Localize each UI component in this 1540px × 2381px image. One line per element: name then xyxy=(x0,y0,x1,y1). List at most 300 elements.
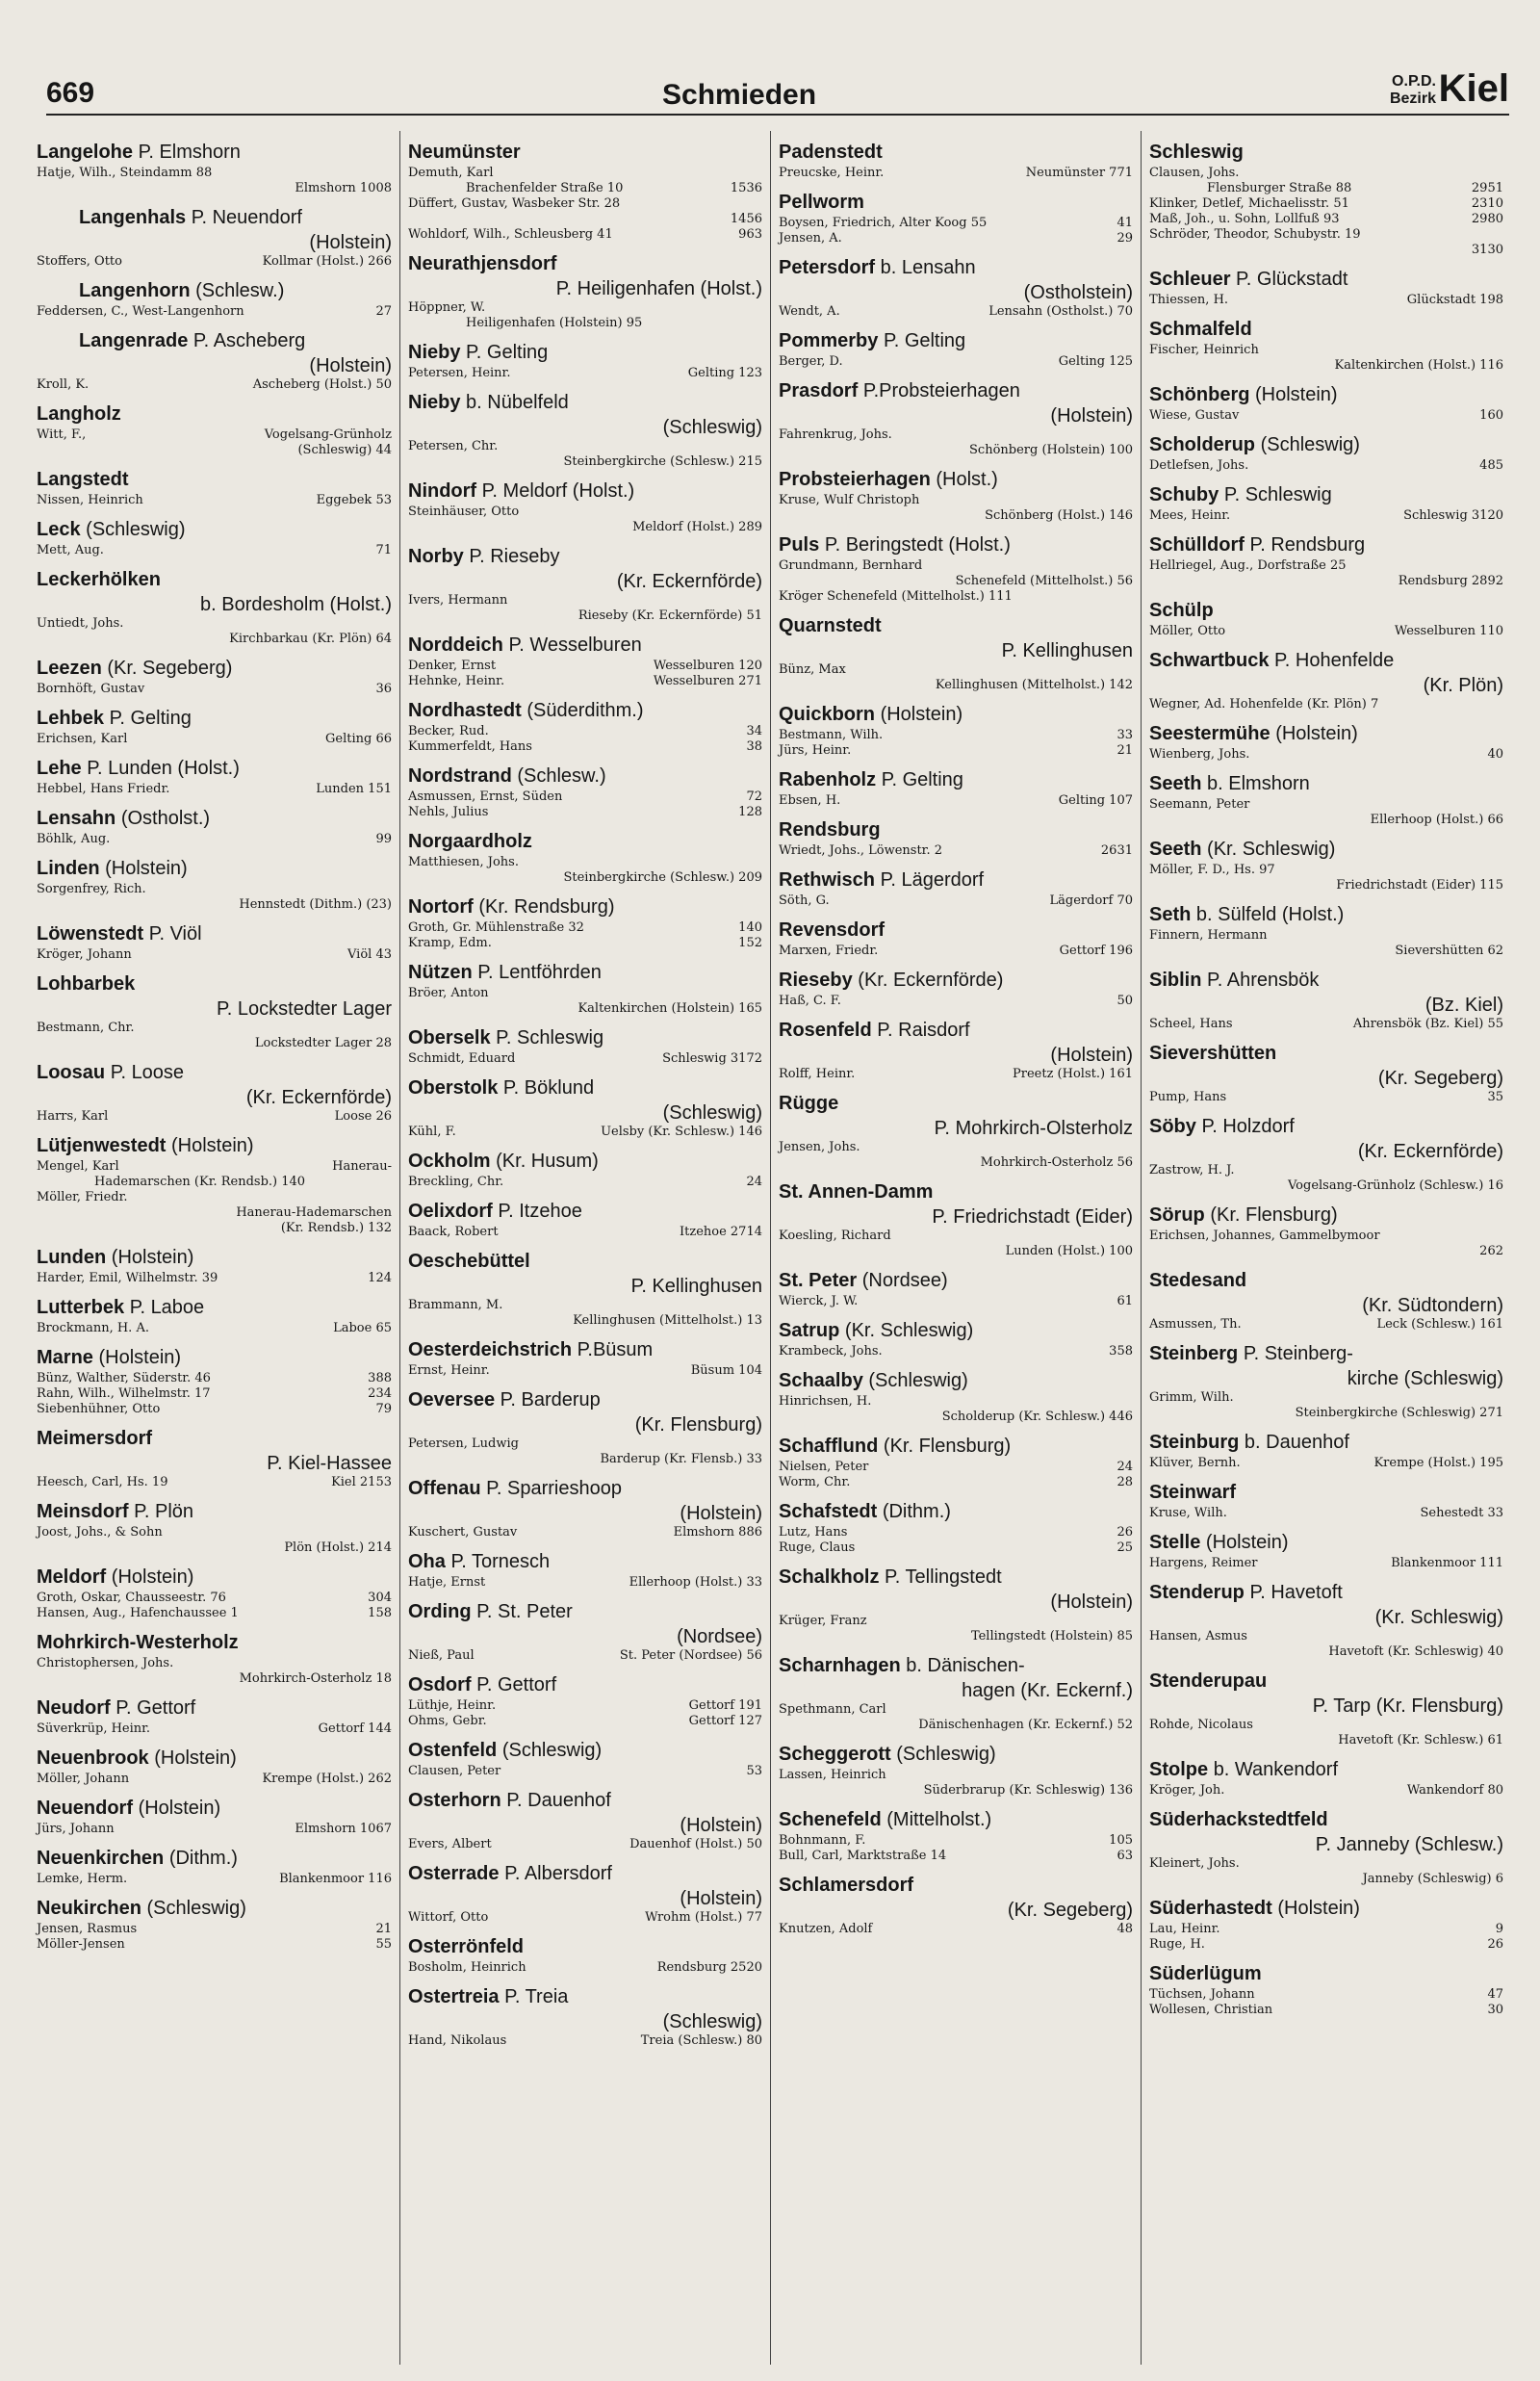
entry-name: Krüger, Franz xyxy=(779,1614,867,1628)
entry-row xyxy=(408,805,762,820)
place-name: Scharnhagen xyxy=(779,1655,901,1676)
place-qualifier: P. Gettorf xyxy=(476,1674,557,1695)
place-heading xyxy=(1149,969,1503,992)
place-qualifier: P. Raisdorf xyxy=(877,1020,970,1041)
place-qualifier: P. Tellingstedt xyxy=(885,1566,1002,1588)
place-name: Neukirchen xyxy=(37,1898,141,1919)
place-name: Lunden xyxy=(37,1247,107,1268)
place-qualifier: (Kr. Schleswig) xyxy=(844,1320,974,1341)
entry-name: Zastrow, H. J. xyxy=(1149,1163,1235,1178)
entry-name: Lau, Heinr. xyxy=(1149,1922,1220,1936)
entry-row xyxy=(37,947,392,963)
place-name: Seeth xyxy=(1149,773,1202,794)
place-heading xyxy=(1149,433,1503,456)
place-heading xyxy=(37,1427,392,1450)
entry-row xyxy=(779,1768,1133,1783)
place-qualifier: (Schleswig) xyxy=(896,1744,996,1765)
entry-name: Schröder, Theodor, Schubystr. 19 xyxy=(1149,227,1361,242)
entry-row xyxy=(1149,747,1503,763)
entry-name: Bornhöft, Gustav xyxy=(37,682,145,696)
entry-row xyxy=(408,674,762,689)
entry-name: Klinker, Detlef, Michaelisstr. 51 xyxy=(1149,196,1349,211)
entry-name: Harrs, Karl xyxy=(37,1109,109,1124)
place-heading xyxy=(779,256,1133,279)
entry-name: Asmussen, Th. xyxy=(1149,1317,1242,1332)
entry-name: Söth, G. xyxy=(779,893,830,908)
entry-continuation: 3130 xyxy=(1471,243,1503,257)
entry-row xyxy=(1149,343,1503,358)
place-heading xyxy=(408,764,762,788)
place-heading xyxy=(37,141,392,164)
entry-row xyxy=(37,616,392,632)
place-name: St. Peter xyxy=(779,1270,858,1291)
place-heading xyxy=(1149,383,1503,406)
column-3 xyxy=(770,131,1141,2365)
entry-row xyxy=(779,793,1133,809)
entry-phone: Viöl 43 xyxy=(347,947,392,962)
place-qualifier: (Schleswig) xyxy=(868,1370,968,1391)
place-qualifier: P. Gelting xyxy=(109,708,192,729)
entry-name: Maß, Joh., u. Sohn, Lollfuß 93 xyxy=(1149,212,1340,226)
place-name: Schlamersdorf xyxy=(779,1875,914,1896)
place-heading xyxy=(779,1319,1133,1342)
page-title: Schmieden xyxy=(662,79,817,111)
entry-row xyxy=(779,728,1133,743)
place-heading xyxy=(37,518,392,541)
place-qualifier: P. Holzdorf xyxy=(1201,1116,1295,1137)
entry-phone: 33 xyxy=(1116,728,1133,742)
place-qualifier: (Schleswig) xyxy=(1260,434,1360,455)
entry-name: Scheel, Hans xyxy=(1149,1017,1233,1031)
entry-row xyxy=(1149,1456,1503,1471)
place-qualifier: P. Meldorf (Holst.) xyxy=(481,480,635,502)
entry-row xyxy=(408,1525,762,1540)
place-qualifier: P.Probsteierhagen xyxy=(862,380,1020,401)
entry-continuation: Dänischenhagen (Kr. Eckernf.) 52 xyxy=(918,1718,1133,1732)
place-qualifier-cont: P. Tarp (Kr. Flensburg) xyxy=(1312,1695,1503,1717)
entry-name: Möller-Jensen xyxy=(37,1937,125,1952)
entry-row xyxy=(779,944,1133,959)
entry-row xyxy=(1149,2003,1503,2018)
place-qualifier: (Holstein) xyxy=(1275,723,1358,744)
place-qualifier-cont: (Nordsee) xyxy=(677,1626,762,1647)
place-name: Langenrade xyxy=(79,330,189,351)
entry-continuation xyxy=(408,316,762,331)
entry-continuation: Barderup (Kr. Flensb.) 33 xyxy=(600,1452,762,1466)
entry-row xyxy=(408,936,762,951)
entry-name: Petersen, Heinr. xyxy=(408,366,511,380)
place-name: Revensdorf xyxy=(779,919,886,941)
entry-name: Wohldorf, Wilh., Schleusberg 41 xyxy=(408,227,613,242)
place-qualifier: (Holstein) xyxy=(171,1135,254,1156)
entry-row xyxy=(37,254,392,270)
entry-phone: 24 xyxy=(746,1175,762,1189)
entry-row xyxy=(37,543,392,558)
entry-continuation: Steinbergkirche (Schlesw.) 215 xyxy=(563,454,762,469)
entry-phone: Blankenmoor 111 xyxy=(1391,1556,1503,1570)
place-qualifier: P. Rendsburg xyxy=(1249,534,1366,556)
place-name: Linden xyxy=(37,858,100,879)
entry-phone: 28 xyxy=(1116,1475,1133,1489)
place-heading xyxy=(779,191,1133,214)
entry-name: Grundmann, Bernhard xyxy=(779,558,923,573)
place-heading xyxy=(779,1269,1133,1292)
place-qualifier: (Dithm.) xyxy=(882,1501,951,1522)
place-heading xyxy=(37,972,392,996)
entry-row xyxy=(37,782,392,797)
place-heading xyxy=(1149,1431,1503,1454)
entry-name: Nissen, Heinrich xyxy=(37,493,143,507)
place-qualifier: P. Ahrensbök xyxy=(1207,970,1320,991)
place-qualifier: b. Lensahn xyxy=(880,257,976,278)
entry-continuation: Kaltenkirchen (Holstein) 165 xyxy=(578,1001,762,1016)
place-heading xyxy=(1149,1115,1503,1138)
entry-row xyxy=(408,1125,762,1140)
place-heading xyxy=(37,1797,392,1820)
place-qualifier: b. Nübelfeld xyxy=(466,392,569,413)
entry-row xyxy=(37,1021,392,1036)
place-name: Rendsburg xyxy=(779,819,881,841)
entry-name: Ruge, H. xyxy=(1149,1937,1205,1952)
place-name: Meimersdorf xyxy=(37,1428,153,1449)
place-heading xyxy=(779,1500,1133,1523)
place-heading xyxy=(779,1092,1133,1115)
entry-name: Kühl, F. xyxy=(408,1125,456,1139)
place-heading xyxy=(408,1026,762,1049)
entry-name: Hatje, Ernst xyxy=(408,1575,486,1590)
entry-continuation: Havetoft (Kr. Schleswig) 40 xyxy=(1328,1644,1503,1659)
entry-row xyxy=(779,1540,1133,1556)
place-name: Prasdorf xyxy=(779,380,859,401)
columns-container xyxy=(29,131,1511,2365)
entry-name: Clausen, Johs. xyxy=(1149,166,1240,180)
entry-name: Wollesen, Christian xyxy=(1149,2003,1273,2017)
entry-phone: Gettorf 191 xyxy=(688,1698,762,1713)
entry-row xyxy=(1149,458,1503,474)
place-qualifier-cont: (Holstein) xyxy=(309,232,392,253)
place-name: Rosenfeld xyxy=(779,1020,872,1041)
place-name: Satrup xyxy=(779,1320,840,1341)
entry-phone: 40 xyxy=(1487,747,1503,762)
place-qualifier: (Kr. Husum) xyxy=(496,1151,599,1172)
place-qualifier: P. Albersdorf xyxy=(504,1863,612,1884)
entry-phone: Leck (Schlesw.) 161 xyxy=(1376,1317,1503,1332)
entry-phone: 358 xyxy=(1109,1344,1133,1359)
entry-continuation: Rieseby (Kr. Eckernförde) 51 xyxy=(578,608,762,623)
entry-row xyxy=(37,1271,392,1286)
entry-name: Wierck, J. W. xyxy=(779,1294,859,1308)
entry-phone: Hanerau- xyxy=(332,1159,392,1174)
place-name: Süderlügum xyxy=(1149,1963,1262,1984)
entry-row xyxy=(779,216,1133,231)
place-heading xyxy=(1149,1758,1503,1781)
place-qualifier-cont: (Schleswig) xyxy=(662,1102,762,1124)
place-heading xyxy=(37,1631,392,1654)
entry-name: Knutzen, Adolf xyxy=(779,1922,873,1936)
entry-name: Wiese, Gustav xyxy=(1149,408,1240,423)
place-name: Osterrönfeld xyxy=(408,1936,525,1957)
entry-row xyxy=(1149,1922,1503,1937)
entry-name: Mees, Heinr. xyxy=(1149,508,1231,523)
place-name: Schwartbuck xyxy=(1149,650,1270,671)
place-qualifier-cont: b. Bordesholm (Holst.) xyxy=(200,594,392,615)
entry-name: Baack, Robert xyxy=(408,1225,499,1239)
entry-row xyxy=(1149,1783,1503,1799)
place-name: Stelle xyxy=(1149,1532,1201,1553)
place-qualifier: P. Barderup xyxy=(500,1389,601,1410)
entry-continuation: Vogelsang-Grünholz (Schlesw.) 16 xyxy=(1287,1178,1503,1193)
entry-row xyxy=(1149,558,1503,574)
entry-row xyxy=(37,1525,392,1540)
entry-row xyxy=(779,1702,1133,1718)
place-heading xyxy=(779,919,1133,942)
place-name: Leckerhölken xyxy=(37,569,161,590)
entry-continuation: Rendsburg 2892 xyxy=(1398,574,1503,588)
entry-row xyxy=(37,1475,392,1490)
entry-row xyxy=(1149,408,1503,424)
entry-name: Wittorf, Otto xyxy=(408,1910,489,1925)
entry-continuation: Lunden (Holst.) 100 xyxy=(1005,1244,1133,1258)
place-heading xyxy=(37,1847,392,1870)
entry-row xyxy=(779,893,1133,909)
place-name: Nieby xyxy=(408,392,461,413)
place-name: Nieby xyxy=(408,342,461,363)
entry-name: Hatje, Wilh., Steindamm 88 xyxy=(37,166,213,180)
place-qualifier-cont: (Kr. Plön) xyxy=(1423,675,1503,696)
entry-name: Untiedt, Johs. xyxy=(37,616,124,631)
entry-name: Jensen, A. xyxy=(779,231,842,246)
place-heading xyxy=(408,1250,762,1273)
place-qualifier: (Holstein) xyxy=(1277,1898,1360,1919)
place-qualifier-cont: P. Kellinghusen xyxy=(630,1276,762,1297)
place-name: Probsteierhagen xyxy=(779,469,931,490)
place-name: Lütjenwestedt xyxy=(37,1135,167,1156)
place-qualifier: P. Sparrieshoop xyxy=(486,1478,622,1499)
entry-row xyxy=(779,843,1133,859)
place-qualifier-cont: (Schleswig) xyxy=(662,2011,762,2032)
entry-row xyxy=(779,1140,1133,1155)
place-heading xyxy=(37,329,392,352)
entry-phone: 36 xyxy=(375,682,392,696)
entry-phone: Schleswig 3172 xyxy=(662,1051,762,1066)
place-heading xyxy=(779,969,1133,992)
place-qualifier: P. Viöl xyxy=(148,923,202,945)
place-qualifier: P. Neuendorf xyxy=(191,207,302,228)
entry-phone: 304 xyxy=(368,1591,392,1605)
entry-name: Ohms, Gebr. xyxy=(408,1714,487,1728)
entry-row xyxy=(408,366,762,381)
place-name: Nordhastedt xyxy=(408,700,522,721)
entry-row xyxy=(1149,863,1503,878)
place-name: Schülp xyxy=(1149,600,1214,621)
header-rule xyxy=(46,114,1509,116)
entry-continuation: Mohrkirch-Osterholz 56 xyxy=(980,1155,1133,1170)
place-name: Osdorf xyxy=(408,1674,472,1695)
entry-name: Marxen, Friedr. xyxy=(779,944,879,958)
place-heading xyxy=(408,895,762,919)
entry-address: Brachenfelder Straße 10 xyxy=(466,181,624,195)
place-name: Lehe xyxy=(37,758,82,779)
entry-continuation: (Kr. Rendsb.) 132 xyxy=(280,1221,392,1235)
place-qualifier-cont: P. Friedrichstadt (Eider) xyxy=(932,1206,1133,1228)
place-name: Löwenstedt xyxy=(37,923,144,945)
entry-phone: Elmshorn 886 xyxy=(673,1525,762,1540)
place-qualifier: b. Dänischen- xyxy=(906,1655,1025,1676)
place-name: Scheggerott xyxy=(779,1744,891,1765)
place-name: Loosau xyxy=(37,1062,106,1083)
place-qualifier: P. Elmshorn xyxy=(138,142,241,163)
place-heading xyxy=(37,807,392,830)
place-qualifier: P. Schleswig xyxy=(496,1027,604,1048)
place-qualifier-cont: (Holstein) xyxy=(680,1503,762,1524)
entry-name: Lemke, Herm. xyxy=(37,1872,128,1886)
entry-phone: 38 xyxy=(746,739,762,754)
place-name: Petersdorf xyxy=(779,257,876,278)
entry-row xyxy=(408,1698,762,1714)
entry-row xyxy=(1149,1937,1503,1953)
entry-name: Pump, Hans xyxy=(1149,1090,1227,1104)
place-heading xyxy=(1149,1897,1503,1920)
entry-row xyxy=(1149,293,1503,308)
entry-row xyxy=(1149,797,1503,813)
entry-row xyxy=(1149,1718,1503,1733)
entry-phone: Ahrensbök (Bz. Kiel) 55 xyxy=(1352,1017,1503,1031)
place-qualifier: (Schleswig) xyxy=(86,519,186,540)
entry-name: Hand, Nikolaus xyxy=(408,2033,507,2048)
entry-phone: 128 xyxy=(738,805,762,819)
entry-row xyxy=(408,920,762,936)
entry-row xyxy=(37,1772,392,1787)
entry-continuation: Tellingstedt (Holstein) 85 xyxy=(970,1629,1133,1643)
bezirk-label: Bezirk xyxy=(1389,91,1436,107)
entry-name: Bull, Carl, Marktstraße 14 xyxy=(779,1849,947,1863)
place-name: Sörup xyxy=(1149,1204,1205,1226)
place-name: St. Annen-Damm xyxy=(779,1181,934,1203)
place-name: Schülldorf xyxy=(1149,534,1245,556)
column-2 xyxy=(399,131,770,2365)
entry-row xyxy=(779,1849,1133,1864)
place-heading xyxy=(37,1566,392,1589)
place-qualifier-cont: (Holstein) xyxy=(680,1888,762,1909)
entry-continuation: Kellinghusen (Mittelholst.) 13 xyxy=(573,1313,762,1328)
entry-name: Ernst, Heinr. xyxy=(408,1363,490,1378)
place-qualifier: (Holstein) xyxy=(1255,384,1338,405)
place-name: Schaalby xyxy=(779,1370,863,1391)
place-qualifier: (Kr. Segeberg) xyxy=(107,658,233,679)
entry-row xyxy=(779,1922,1133,1937)
place-name: Neuenkirchen xyxy=(37,1848,165,1869)
place-heading xyxy=(779,818,1133,841)
place-heading xyxy=(779,1743,1133,1766)
entry-continuation: Steinbergkirche (Schleswig) 271 xyxy=(1295,1406,1503,1420)
entry-row xyxy=(37,732,392,747)
entry-continuation: Süderbrarup (Kr. Schleswig) 136 xyxy=(923,1783,1133,1798)
place-heading xyxy=(37,1696,392,1720)
entry-name: Möller, Friedr. xyxy=(37,1190,128,1204)
entry-phone: 47 xyxy=(1487,1987,1503,2002)
place-heading xyxy=(408,141,762,164)
entry-continuation: Kirchbarkau (Kr. Plön) 64 xyxy=(229,632,392,646)
entry-phone: Wesselburen 120 xyxy=(653,659,762,673)
entry-name: Grimm, Wilh. xyxy=(1149,1390,1234,1405)
entry-row xyxy=(779,1833,1133,1849)
entry-row xyxy=(779,1344,1133,1359)
place-heading xyxy=(779,1369,1133,1392)
opd-label: O.P.D. xyxy=(1392,73,1436,90)
entry-row xyxy=(1149,1229,1503,1244)
place-name: Langstedt xyxy=(37,469,129,490)
place-heading xyxy=(408,1150,762,1173)
entry-phone: 35 xyxy=(1487,1090,1503,1104)
place-name: Schmalfeld xyxy=(1149,319,1252,340)
entry-name: Groth, Oskar, Chausseestr. 76 xyxy=(37,1591,226,1605)
entry-name: Tüchsen, Johann xyxy=(1149,1987,1255,2002)
place-heading xyxy=(37,1061,392,1084)
place-name: Nindorf xyxy=(408,480,477,502)
entry-name: Preucske, Heinr. xyxy=(779,166,885,180)
entry-row xyxy=(37,1922,392,1937)
entry-phone: Gettorf 144 xyxy=(318,1721,392,1736)
place-qualifier: P. Lentföhrden xyxy=(477,962,602,983)
entry-phone: Uelsby (Kr. Schlesw.) 146 xyxy=(601,1125,762,1139)
place-heading xyxy=(779,141,1133,164)
place-name: Oesterdeichstrich xyxy=(408,1339,573,1360)
entry-name: Hebbel, Hans Friedr. xyxy=(37,782,170,796)
place-qualifier: (Holst.) xyxy=(936,469,998,490)
entry-name: Mett, Aug. xyxy=(37,543,104,557)
entry-name: Stoffers, Otto xyxy=(37,254,122,269)
place-name: Stolpe xyxy=(1149,1759,1209,1780)
place-heading xyxy=(37,1296,392,1319)
entry-row xyxy=(1149,1390,1503,1406)
place-name: Seestermühe xyxy=(1149,723,1270,744)
place-qualifier: (Holstein) xyxy=(98,1347,182,1368)
place-qualifier-cont: (Holstein) xyxy=(1050,1045,1133,1066)
entry-row xyxy=(37,1937,392,1953)
place-qualifier-cont: P. Janneby (Schlesw.) xyxy=(1315,1834,1503,1855)
place-qualifier: P. Gelting xyxy=(881,769,963,790)
place-heading xyxy=(1149,772,1503,795)
entry-row xyxy=(408,1910,762,1926)
entry-phone: 388 xyxy=(368,1371,392,1385)
place-name: Meldorf xyxy=(37,1566,107,1588)
place-heading xyxy=(1149,1342,1503,1365)
place-name: Schönberg xyxy=(1149,384,1250,405)
entry-phone: Loose 26 xyxy=(334,1109,392,1124)
entry-name: Petersen, Chr. xyxy=(408,439,499,453)
entry-continuation: Scholderup (Kr. Schlesw.) 446 xyxy=(941,1410,1133,1424)
place-qualifier: (Süderdithm.) xyxy=(526,700,644,721)
page-number: 669 xyxy=(46,77,95,109)
place-qualifier-cont: (Kr. Segeberg) xyxy=(1377,1068,1503,1089)
entry-row xyxy=(408,1575,762,1591)
place-heading xyxy=(408,1477,762,1500)
entry-row xyxy=(1149,697,1503,712)
entry-phone: 963 xyxy=(738,227,762,242)
place-qualifier-cont: (Bz. Kiel) xyxy=(1424,995,1503,1016)
place-heading xyxy=(37,707,392,730)
entry-row xyxy=(408,1764,762,1779)
entry-row xyxy=(37,1109,392,1125)
place-qualifier: P. Plön xyxy=(134,1501,194,1522)
entry-phone: Neumünster 771 xyxy=(1025,166,1133,180)
entry-name: Feddersen, C., West-Langenhorn xyxy=(37,304,244,319)
entry-phone: 158 xyxy=(368,1606,392,1620)
place-heading xyxy=(1149,1581,1503,1604)
entry-name: Möller, Otto xyxy=(1149,624,1226,638)
entry-name: Nieß, Paul xyxy=(408,1648,475,1663)
place-qualifier: P. Schleswig xyxy=(1223,484,1332,505)
